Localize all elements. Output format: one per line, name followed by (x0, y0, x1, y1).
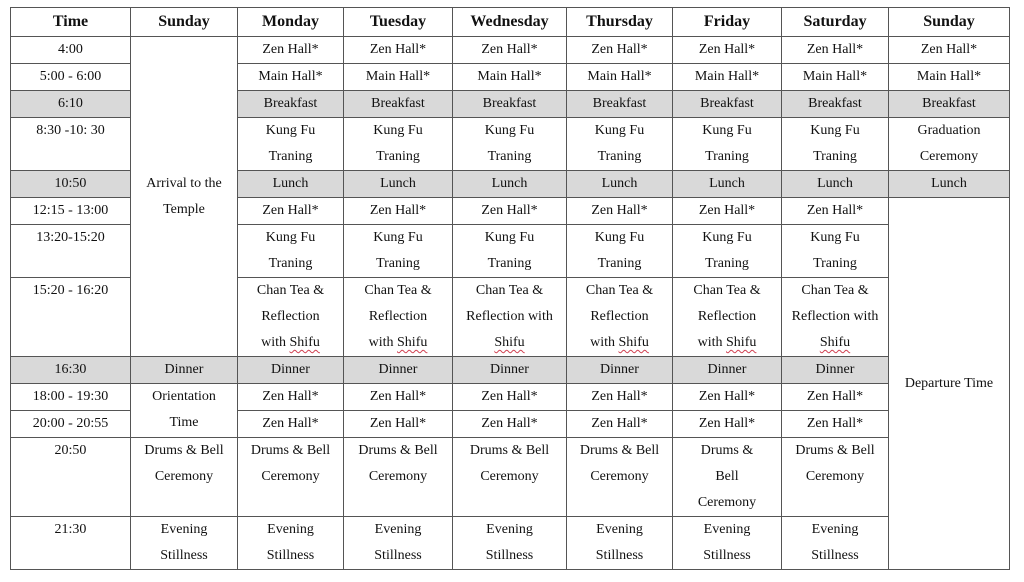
drums-line-1: Drums & Bell (469, 443, 550, 458)
drums-line-3: Ceremony (697, 495, 757, 510)
chan-tea-line-1: Chan Tea & (364, 283, 432, 298)
drums-line-2: Ceremony (805, 469, 865, 484)
kung-fu-line-1: Kung Fu (373, 230, 423, 245)
chan-tea-line-2: Reflection (368, 309, 428, 324)
lunch-cell: Lunch (782, 171, 889, 198)
kung-fu-line-2: Traning (376, 256, 420, 271)
kung-fu-line-1: Kung Fu (702, 123, 752, 138)
zen-hall-cell: Zen Hall* (782, 37, 889, 64)
chan-tea-line-1: Chan Tea & (475, 283, 544, 298)
kung-fu-cell (567, 225, 673, 278)
drums-line-1: Drums & (700, 443, 754, 458)
chan-tea-line-2: Reflection (697, 309, 757, 324)
drums-cell (782, 438, 889, 517)
main-hall-cell: Main Hall* (344, 64, 453, 91)
lunch-cell: Lunch (238, 171, 344, 198)
kung-fu-cell (782, 225, 889, 278)
kung-fu-cell (344, 225, 453, 278)
kung-fu-cell (782, 118, 889, 171)
main-hall-cell: Main Hall* (567, 64, 673, 91)
lunch-cell: Lunch (344, 171, 453, 198)
graduation-line-2: Ceremony (919, 149, 979, 164)
header-thursday: Thursday (567, 8, 673, 37)
evening-cell (782, 517, 889, 570)
chan-tea-line-3 (569, 330, 670, 356)
zen-hall-cell: Zen Hall* (453, 198, 567, 225)
drums-line-2: Ceremony (154, 469, 214, 484)
header-time: Time (11, 8, 131, 37)
time-cell: 20:00 - 20:55 (11, 411, 131, 438)
time-cell: 8:30 -10: 30 (11, 118, 131, 171)
chan-tea-cell (344, 278, 453, 357)
last-sunday-zen-hall-cell: Zen Hall* (889, 37, 1010, 64)
kung-fu-line-1: Kung Fu (594, 123, 645, 138)
time-cell: 12:15 - 13:00 (11, 198, 131, 225)
drums-cell (238, 438, 344, 517)
kung-fu-line-2: Traning (487, 256, 532, 271)
shifu-text: Shifu (494, 335, 525, 350)
with-text: with (261, 335, 287, 350)
row-21-30 (11, 517, 1010, 570)
lunch-cell: Lunch (453, 171, 567, 198)
kung-fu-line-1: Kung Fu (810, 123, 860, 138)
retreat-schedule-table (10, 7, 1010, 570)
zen-hall-cell: Zen Hall* (453, 37, 567, 64)
kung-fu-cell (238, 118, 344, 171)
dinner-cell: Dinner (782, 357, 889, 384)
row-20-50 (11, 438, 1010, 517)
drums-line-2: Ceremony (368, 469, 428, 484)
main-hall-cell: Main Hall* (673, 64, 782, 91)
evening-line-1: Evening (811, 522, 859, 537)
arrival-line-1: Arrival to the (146, 175, 222, 191)
chan-tea-cell (453, 278, 567, 357)
drums-line-1: Drums & Bell (144, 443, 224, 458)
drums-line-2: Ceremony (261, 469, 320, 484)
breakfast-cell: Breakfast (238, 91, 344, 118)
header-tuesday: Tuesday (344, 8, 453, 37)
drums-line-2: Ceremony (480, 469, 539, 484)
zen-hall-cell: Zen Hall* (238, 198, 344, 225)
time-cell: 16:30 (11, 357, 131, 384)
with-text: with (368, 335, 394, 350)
lunch-cell: Lunch (567, 171, 673, 198)
with-text: with (697, 335, 723, 350)
zen-hall-cell: Zen Hall* (782, 411, 889, 438)
chan-tea-cell (673, 278, 782, 357)
kung-fu-cell (567, 118, 673, 171)
kung-fu-line-2: Traning (268, 256, 313, 271)
chan-tea-line-3 (240, 330, 341, 356)
row-4-00 (11, 37, 1010, 64)
shifu-text: Shifu (289, 335, 320, 350)
chan-tea-cell (567, 278, 673, 357)
kung-fu-line-1: Kung Fu (484, 230, 535, 245)
main-hall-cell: Main Hall* (782, 64, 889, 91)
drums-line-1: Drums & Bell (579, 443, 660, 458)
kung-fu-line-2: Traning (597, 256, 642, 271)
lunch-cell: Lunch (673, 171, 782, 198)
last-sunday-main-hall-cell: Main Hall* (889, 64, 1010, 91)
chan-tea-line-3 (784, 330, 886, 356)
shifu-text: Shifu (726, 335, 757, 350)
zen-hall-cell: Zen Hall* (567, 384, 673, 411)
kung-fu-line-2: Traning (813, 256, 857, 271)
kung-fu-line-2: Traning (268, 149, 313, 164)
evening-line-2: Stillness (811, 548, 859, 563)
chan-tea-line-3 (675, 330, 779, 356)
evening-line-1: Evening (374, 522, 422, 537)
kung-fu-line-2: Traning (705, 256, 749, 271)
kung-fu-line-1: Kung Fu (484, 123, 535, 138)
zen-hall-cell: Zen Hall* (782, 384, 889, 411)
kung-fu-line-1: Kung Fu (265, 230, 316, 245)
drums-cell (344, 438, 453, 517)
evening-line-2: Stillness (485, 548, 534, 563)
drums-line-1: Drums & Bell (358, 443, 438, 458)
zen-hall-cell: Zen Hall* (344, 37, 453, 64)
evening-cell (344, 517, 453, 570)
dinner-cell: Dinner (567, 357, 673, 384)
sunday-arrival-cell (131, 37, 238, 357)
chan-tea-line-2: Reflection with (791, 309, 879, 324)
main-hall-cell: Main Hall* (238, 64, 344, 91)
zen-hall-cell: Zen Hall* (238, 37, 344, 64)
dinner-cell: Dinner (673, 357, 782, 384)
graduation-cell (889, 118, 1010, 171)
evening-cell (567, 517, 673, 570)
evening-line-2: Stillness (374, 548, 422, 563)
zen-hall-cell: Zen Hall* (344, 384, 453, 411)
drums-cell (453, 438, 567, 517)
evening-cell (673, 517, 782, 570)
zen-hall-cell: Zen Hall* (238, 411, 344, 438)
orientation-cell (131, 384, 238, 438)
drums-line-2: Ceremony (590, 469, 649, 484)
zen-hall-cell: Zen Hall* (673, 384, 782, 411)
header-row (11, 8, 1010, 37)
evening-line-2: Stillness (595, 548, 644, 563)
evening-line-1: Evening (596, 522, 643, 537)
zen-hall-cell: Zen Hall* (567, 198, 673, 225)
breakfast-cell: Breakfast (453, 91, 567, 118)
drums-cell (567, 438, 673, 517)
header-wednesday: Wednesday (453, 8, 567, 37)
zen-hall-cell: Zen Hall* (567, 37, 673, 64)
kung-fu-cell (673, 118, 782, 171)
chan-tea-line-3 (346, 330, 450, 356)
row-16-30 (11, 357, 1010, 384)
with-text: with (590, 335, 616, 350)
dinner-cell: Dinner (344, 357, 453, 384)
kung-fu-line-1: Kung Fu (373, 123, 423, 138)
evening-line-1: Evening (703, 522, 751, 537)
drums-line-1: Drums & Bell (250, 443, 331, 458)
chan-tea-line-2: Reflection with (466, 309, 553, 324)
kung-fu-cell (453, 225, 567, 278)
time-cell: 4:00 (11, 37, 131, 64)
orientation-line-2: Time (169, 415, 199, 430)
kung-fu-line-2: Traning (487, 149, 532, 164)
zen-hall-cell: Zen Hall* (344, 411, 453, 438)
zen-hall-cell: Zen Hall* (673, 37, 782, 64)
chan-tea-cell (238, 278, 344, 357)
breakfast-cell: Breakfast (344, 91, 453, 118)
zen-hall-cell: Zen Hall* (782, 198, 889, 225)
zen-hall-cell: Zen Hall* (453, 411, 567, 438)
evening-line-1: Evening (160, 522, 208, 537)
row-18-00 (11, 384, 1010, 411)
main-hall-cell: Main Hall* (453, 64, 567, 91)
chan-tea-line-3 (455, 330, 564, 356)
chan-tea-line-1: Chan Tea & (801, 283, 869, 298)
time-cell: 10:50 (11, 171, 131, 198)
last-sunday-lunch-cell: Lunch (889, 171, 1010, 198)
drums-line-2: Bell (715, 469, 739, 484)
chan-tea-cell (782, 278, 889, 357)
sunday-drums-cell (131, 438, 238, 517)
kung-fu-line-2: Traning (705, 149, 749, 164)
time-cell: 20:50 (11, 438, 131, 517)
evening-line-2: Stillness (703, 548, 751, 563)
zen-hall-cell: Zen Hall* (238, 384, 344, 411)
zen-hall-cell: Zen Hall* (673, 198, 782, 225)
drums-line-1: Drums & Bell (795, 443, 875, 458)
kung-fu-line-1: Kung Fu (594, 230, 645, 245)
dinner-cell: Dinner (238, 357, 344, 384)
header-saturday: Saturday (782, 8, 889, 37)
header-friday: Friday (673, 8, 782, 37)
zen-hall-cell: Zen Hall* (453, 384, 567, 411)
evening-line-1: Evening (267, 522, 314, 537)
zen-hall-cell: Zen Hall* (344, 198, 453, 225)
header-sunday-first: Sunday (131, 8, 238, 37)
header-sunday-last: Sunday (889, 8, 1010, 37)
dinner-cell: Dinner (453, 357, 567, 384)
chan-tea-line-2: Reflection (261, 309, 320, 324)
breakfast-cell: Breakfast (567, 91, 673, 118)
arrival-line-2: Temple (163, 201, 205, 217)
chan-tea-line-1: Chan Tea & (585, 283, 654, 298)
evening-line-2: Stillness (266, 548, 315, 563)
chan-tea-line-1: Chan Tea & (256, 283, 325, 298)
kung-fu-cell (238, 225, 344, 278)
graduation-line-1: Graduation (917, 123, 981, 138)
chan-tea-line-1: Chan Tea & (693, 283, 761, 298)
evening-cell (238, 517, 344, 570)
departure-cell: Departure Time (889, 198, 1010, 570)
kung-fu-line-2: Traning (597, 149, 642, 164)
kung-fu-cell (453, 118, 567, 171)
kung-fu-line-2: Traning (813, 149, 857, 164)
kung-fu-line-2: Traning (376, 149, 420, 164)
sunday-dinner-cell: Dinner (131, 357, 238, 384)
kung-fu-line-1: Kung Fu (702, 230, 752, 245)
time-cell: 6:10 (11, 91, 131, 118)
breakfast-cell: Breakfast (673, 91, 782, 118)
drums-friday-cell (673, 438, 782, 517)
zen-hall-cell: Zen Hall* (673, 411, 782, 438)
breakfast-cell: Breakfast (782, 91, 889, 118)
header-monday: Monday (238, 8, 344, 37)
last-sunday-breakfast-cell: Breakfast (889, 91, 1010, 118)
orientation-line-1: Orientation (152, 389, 216, 404)
kung-fu-cell (673, 225, 782, 278)
chan-tea-line-2: Reflection (590, 309, 649, 324)
time-cell: 18:00 - 19:30 (11, 384, 131, 411)
evening-line-1: Evening (486, 522, 533, 537)
shifu-text: Shifu (618, 335, 649, 350)
kung-fu-line-1: Kung Fu (265, 123, 316, 138)
time-cell: 5:00 - 6:00 (11, 64, 131, 91)
time-cell: 21:30 (11, 517, 131, 570)
evening-cell (453, 517, 567, 570)
evening-line-2: Stillness (160, 548, 208, 563)
zen-hall-cell: Zen Hall* (567, 411, 673, 438)
kung-fu-cell (344, 118, 453, 171)
sunday-evening-cell (131, 517, 238, 570)
shifu-text: Shifu (819, 335, 851, 350)
shifu-text: Shifu (397, 335, 428, 350)
time-cell: 15:20 - 16:20 (11, 278, 131, 357)
kung-fu-line-1: Kung Fu (810, 230, 860, 245)
time-cell: 13:20-15:20 (11, 225, 131, 278)
